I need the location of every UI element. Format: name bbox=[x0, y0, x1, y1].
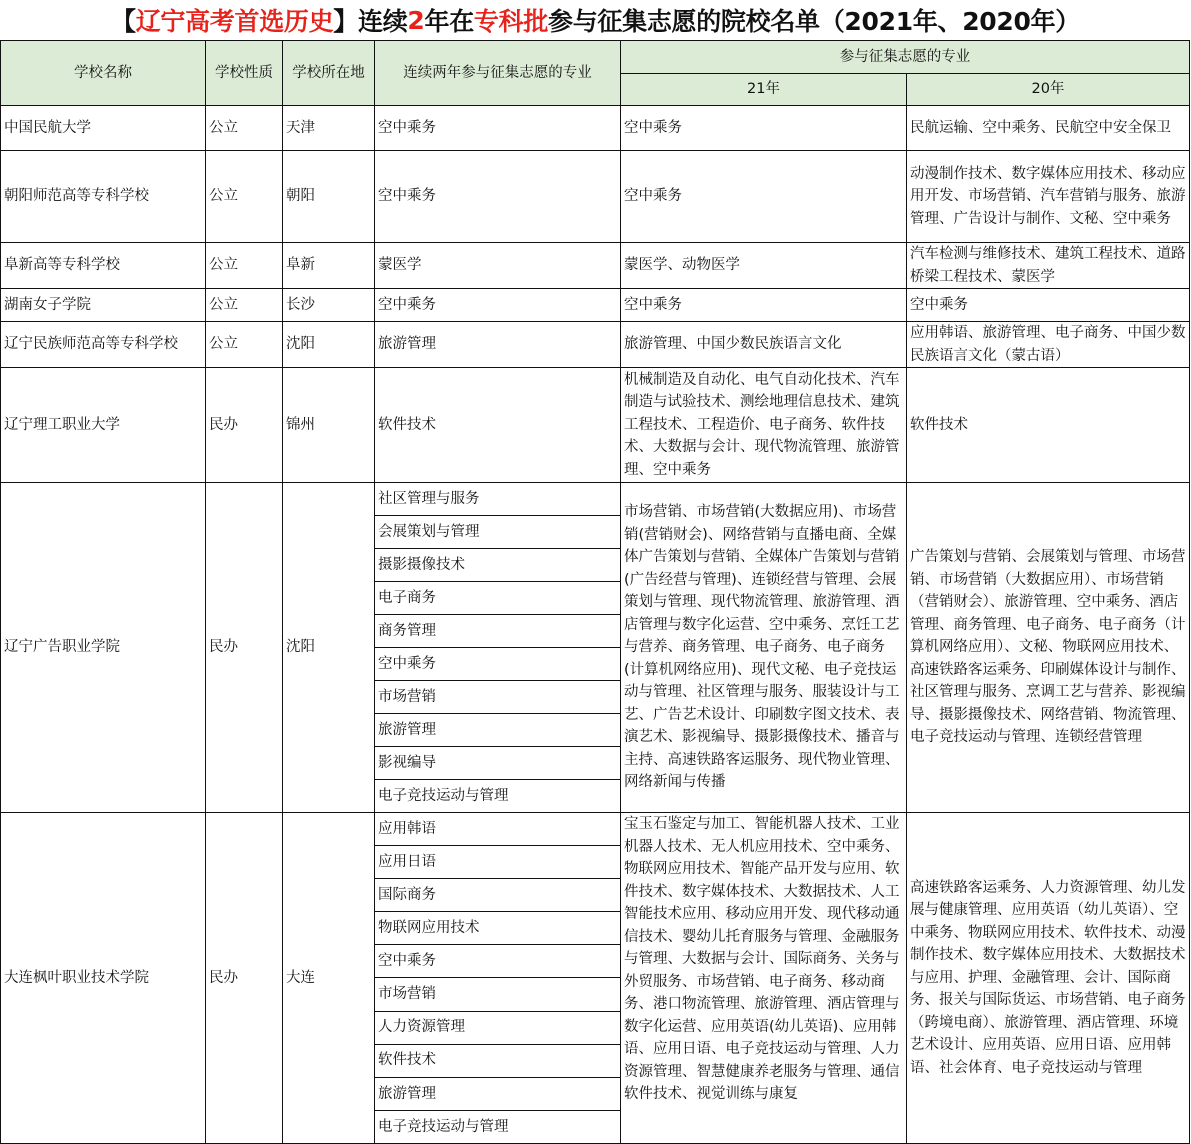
title-open-bracket: 【 bbox=[110, 7, 136, 36]
header-majors-group: 参与征集志愿的专业 bbox=[621, 41, 1190, 74]
school-name-cell: 大连枫叶职业技术学院 bbox=[1, 813, 206, 1144]
continuous-major-item: 空中乘务 bbox=[375, 945, 621, 978]
title-part3: 参与征集志愿的院校名单（2021年、2020年） bbox=[548, 7, 1080, 36]
continuous-major-item: 物联网应用技术 bbox=[375, 912, 621, 945]
continuous-majors-cell: 软件技术 bbox=[375, 368, 621, 483]
majors-2021-cell: 蒙医学、动物医学 bbox=[621, 243, 907, 289]
school-location-cell: 朝阳 bbox=[283, 151, 375, 243]
table-row bbox=[1, 243, 1190, 289]
school-nature-cell: 公立 bbox=[206, 106, 283, 151]
continuous-major-item: 影视编导 bbox=[375, 747, 621, 780]
title-number: 2 bbox=[407, 5, 425, 35]
continuous-major-item: 社区管理与服务 bbox=[375, 483, 621, 516]
majors-2021-cell bbox=[621, 813, 907, 1144]
continuous-major-item: 软件技术 bbox=[375, 1044, 621, 1077]
majors-2020-cell: 汽车检测与维修技术、建筑工程技术、道路桥梁工程技术、蒙医学 bbox=[907, 243, 1190, 289]
continuous-major-item: 应用日语 bbox=[375, 846, 621, 879]
continuous-major-item: 摄影摄像技术 bbox=[375, 549, 621, 582]
school-name-cell: 阜新高等专科学校 bbox=[1, 243, 206, 289]
continuous-major-item: 空中乘务 bbox=[375, 648, 621, 681]
majors-2020-cell: 应用韩语、旅游管理、电子商务、中国少数民族语言文化（蒙古语） bbox=[907, 322, 1190, 368]
continuous-majors-cell: 旅游管理 bbox=[375, 322, 621, 368]
header-continuous-majors: 连续两年参与征集志愿的专业 bbox=[375, 41, 621, 106]
majors-2021-cell: 空中乘务 bbox=[621, 106, 907, 151]
header-year-20: 20年 bbox=[907, 74, 1190, 106]
school-location-cell: 沈阳 bbox=[283, 322, 375, 368]
school-nature-cell: 民办 bbox=[206, 483, 283, 813]
school-nature-cell: 民办 bbox=[206, 368, 283, 483]
continuous-major-item: 电子商务 bbox=[375, 582, 621, 615]
continuous-major-item: 旅游管理 bbox=[375, 714, 621, 747]
continuous-majors-cell: 空中乘务 bbox=[375, 289, 621, 322]
header-school: 学校名称 bbox=[1, 41, 206, 106]
school-location-cell: 长沙 bbox=[283, 289, 375, 322]
continuous-major-item: 市场营销 bbox=[375, 978, 621, 1011]
majors-2021-cell bbox=[621, 483, 907, 813]
school-nature-cell: 民办 bbox=[206, 813, 283, 1144]
school-name-cell: 辽宁理工职业大学 bbox=[1, 368, 206, 483]
majors-2020-cell: 广告策划与营销、会展策划与管理、市场营销、市场营销（大数据应用）、市场营销（营销财会）、旅游管理、空中乘务、酒店管理、商务管理、电子商务、电子商务（计算机网络应用）、文秘、物联网应用技术、高速铁路客运乘务、印刷媒体设计与制作、社区管理与服务、烹调工艺与营养、影视编导、摄影摄像技术、网络营销、物流管理、电子竞技运动与管理、连锁经营管理 bbox=[907, 483, 1190, 813]
majors-2021-text: 市场营销、市场营销(大数据应用)、市场营销(营销财会)、网络营销与直播电商、全媒体广告策划与营销、全媒体广告策划与营销(广告经营与管理)、连锁经营与管理、会展策划与管理、现代物流管理、旅游管理、酒店管理与数字化运营、空中乘务、烹饪工艺与营养、商务管理、电子商务、电子商务(计算机网络应用)、现代文秘、电子竞技运动与管理、社区管理与服务、服装设计与工艺、广告艺术设计、印刷数字图文技术、表演艺术、影视编导、摄影摄像技术、播音与主持、高速铁路客运服务、现代物业管理、网络新闻与传播 bbox=[624, 504, 900, 791]
school-name-cell: 中国民航大学 bbox=[1, 106, 206, 151]
table-row bbox=[1, 289, 1190, 322]
majors-2021-cell: 旅游管理、中国少数民族语言文化 bbox=[621, 322, 907, 368]
continuous-majors-cell: 空中乘务 bbox=[375, 151, 621, 243]
majors-2020-cell: 民航运输、空中乘务、民航空中安全保卫 bbox=[907, 106, 1190, 151]
title-part1: 连续 bbox=[358, 7, 408, 36]
school-name-cell: 辽宁广告职业学院 bbox=[1, 483, 206, 813]
majors-2020-cell: 高速铁路客运乘务、人力资源管理、幼儿发展与健康管理、应用英语（幼儿英语）、空中乘务、物联网应用技术、软件技术、动漫制作技术、数字媒体应用技术、大数据技术与应用、护理、金融管理、会计、国际商务、报关与国际货运、市场营销、电子商务（跨境电商）、旅游管理、酒店管理、环境艺术设计、应用英语、应用日语、应用韩语、社会体育、电子竞技运动与管理 bbox=[907, 813, 1190, 1144]
title-close-bracket: 】 bbox=[333, 7, 358, 36]
page-title bbox=[0, 0, 1191, 40]
majors-2021-text: 宝玉石鉴定与加工、智能机器人技术、工业机器人技术、无人机应用技术、空中乘务、物联网应用技术、智能产品开发与应用、软件技术、数字媒体技术、大数据技术、人工智能技术应用、移动应用开发、现代移动通信技术、婴幼儿托育服务与管理、金融服务与管理、大数据与会计、国际商务、关务与外贸服务、市场营销、电子商务、移动商务、港口物流管理、旅游管理、酒店管理与数字化运营、应用英语(幼儿英语)、应用韩语、应用日语、电子竞技运动与管理、人力资源管理、智慧健康养老服务与管理、通信软件技术、视觉训练与康复 bbox=[624, 816, 900, 1102]
school-location-cell: 阜新 bbox=[283, 243, 375, 289]
title-batch: 专科批 bbox=[473, 7, 549, 36]
majors-2021-cell: 机械制造及自动化、电气自动化技术、汽车制造与试验技术、测绘地理信息技术、建筑工程技术、工程造价、电子商务、软件技术、大数据与会计、现代物流管理、旅游管理、空中乘务 bbox=[621, 368, 907, 483]
majors-2021-cell: 空中乘务 bbox=[621, 151, 907, 243]
table-row bbox=[1, 483, 1190, 516]
continuous-major-item: 应用韩语 bbox=[375, 813, 621, 846]
continuous-major-item: 人力资源管理 bbox=[375, 1011, 621, 1044]
table-row bbox=[1, 322, 1190, 368]
table-row bbox=[1, 106, 1190, 151]
header-year-21: 21年 bbox=[621, 74, 907, 106]
continuous-major-item: 市场营销 bbox=[375, 681, 621, 714]
school-location-cell: 锦州 bbox=[283, 368, 375, 483]
continuous-major-item: 会展策划与管理 bbox=[375, 516, 621, 549]
continuous-majors-cell: 空中乘务 bbox=[375, 106, 621, 151]
school-location-cell: 大连 bbox=[283, 813, 375, 1144]
school-name-cell: 朝阳师范高等专科学校 bbox=[1, 151, 206, 243]
majors-2021-cell: 空中乘务 bbox=[621, 289, 907, 322]
school-location-cell: 沈阳 bbox=[283, 483, 375, 813]
school-name-cell: 辽宁民族师范高等专科学校 bbox=[1, 322, 206, 368]
continuous-major-item: 电子竞技运动与管理 bbox=[375, 1110, 621, 1143]
continuous-major-item: 电子竞技运动与管理 bbox=[375, 780, 621, 813]
continuous-major-item: 商务管理 bbox=[375, 615, 621, 648]
schools-table bbox=[0, 40, 1190, 1144]
table-row bbox=[1, 151, 1190, 243]
table-row bbox=[1, 813, 1190, 846]
continuous-major-item: 国际商务 bbox=[375, 879, 621, 912]
school-name-cell: 湖南女子学院 bbox=[1, 289, 206, 322]
title-part2: 年在 bbox=[424, 7, 474, 36]
school-nature-cell: 公立 bbox=[206, 243, 283, 289]
header-nature: 学校性质 bbox=[206, 41, 283, 106]
school-nature-cell: 公立 bbox=[206, 322, 283, 368]
school-location-cell: 天津 bbox=[283, 106, 375, 151]
continuous-major-item: 旅游管理 bbox=[375, 1077, 621, 1110]
majors-2020-cell: 动漫制作技术、数字媒体应用技术、移动应用开发、市场营销、汽车营销与服务、旅游管理、广告设计与制作、文秘、空中乘务 bbox=[907, 151, 1190, 243]
school-nature-cell: 公立 bbox=[206, 289, 283, 322]
header-location: 学校所在地 bbox=[283, 41, 375, 106]
majors-2020-cell: 空中乘务 bbox=[907, 289, 1190, 322]
majors-2020-cell: 软件技术 bbox=[907, 368, 1190, 483]
table-body bbox=[1, 41, 1190, 1144]
school-nature-cell: 公立 bbox=[206, 151, 283, 243]
continuous-majors-cell: 蒙医学 bbox=[375, 243, 621, 289]
title-tag: 辽宁高考首选历史 bbox=[135, 7, 334, 36]
table-row bbox=[1, 368, 1190, 483]
